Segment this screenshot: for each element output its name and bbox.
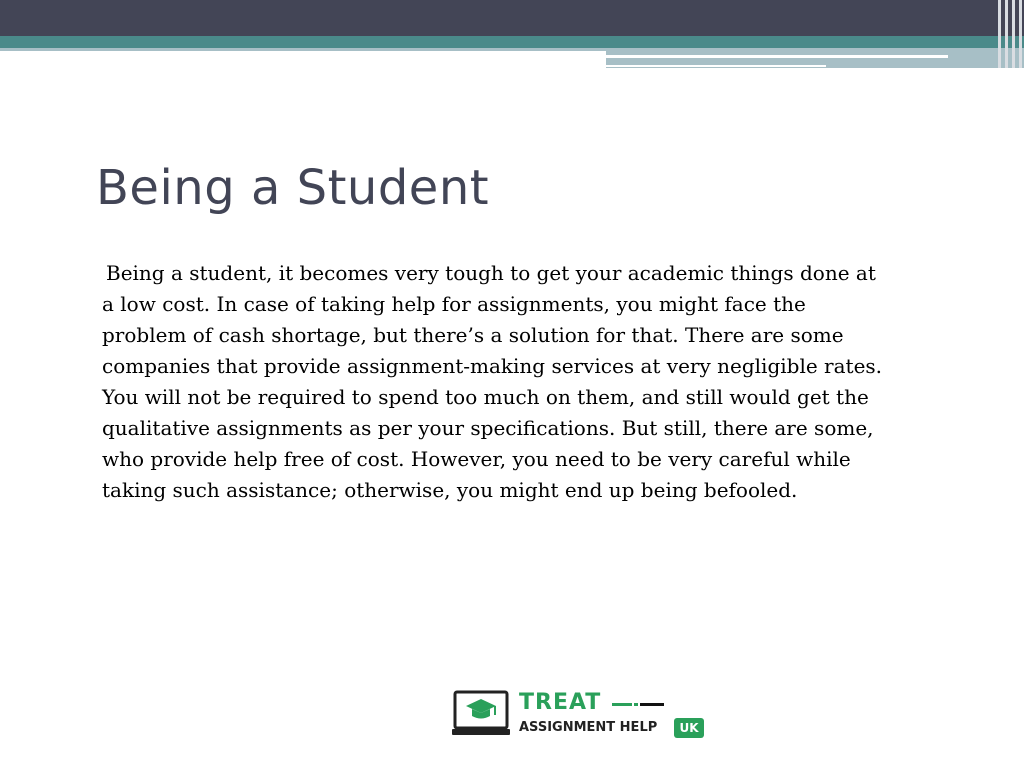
- logo-badge: UK: [674, 718, 704, 738]
- logo-dash-decoration: [612, 703, 664, 706]
- brand-logo: [452, 690, 712, 742]
- body-line: You will not be required to spend too much on them, and still would get the: [102, 385, 869, 409]
- slide-body-paragraph: [102, 258, 972, 506]
- header-teal-band: [0, 36, 1024, 48]
- header-light-strip: [0, 48, 606, 51]
- body-line: qualitative assignments as per your specifications. But still, there are some,: [102, 416, 874, 440]
- header-divider-line: [606, 55, 948, 58]
- body-line: companies that provide assignment-making services at very negligible rates.: [102, 354, 883, 378]
- header-bar: [0, 0, 1024, 36]
- header-dark-band: [0, 0, 1024, 36]
- header-divider-line-short: [606, 65, 826, 67]
- logo-brand-top: TREAT: [519, 690, 602, 715]
- body-line: a low cost. In case of taking help for assignments, you might face the: [102, 292, 806, 316]
- laptop-graduation-cap-icon: [452, 690, 512, 738]
- body-line: Being a student, it becomes very tough to get your academic things done at: [106, 261, 876, 285]
- header-vertical-stripes: [994, 0, 1024, 68]
- body-line: taking such assistance; otherwise, you might end up being befooled.: [102, 478, 798, 502]
- body-line: problem of cash shortage, but there’s a solution for that. There are some: [102, 323, 844, 347]
- slide-title: Being a Student: [96, 160, 490, 216]
- body-line: who provide help free of cost. However, you need to be very careful while: [102, 447, 851, 471]
- logo-brand-bottom: ASSIGNMENT HELP: [519, 720, 658, 735]
